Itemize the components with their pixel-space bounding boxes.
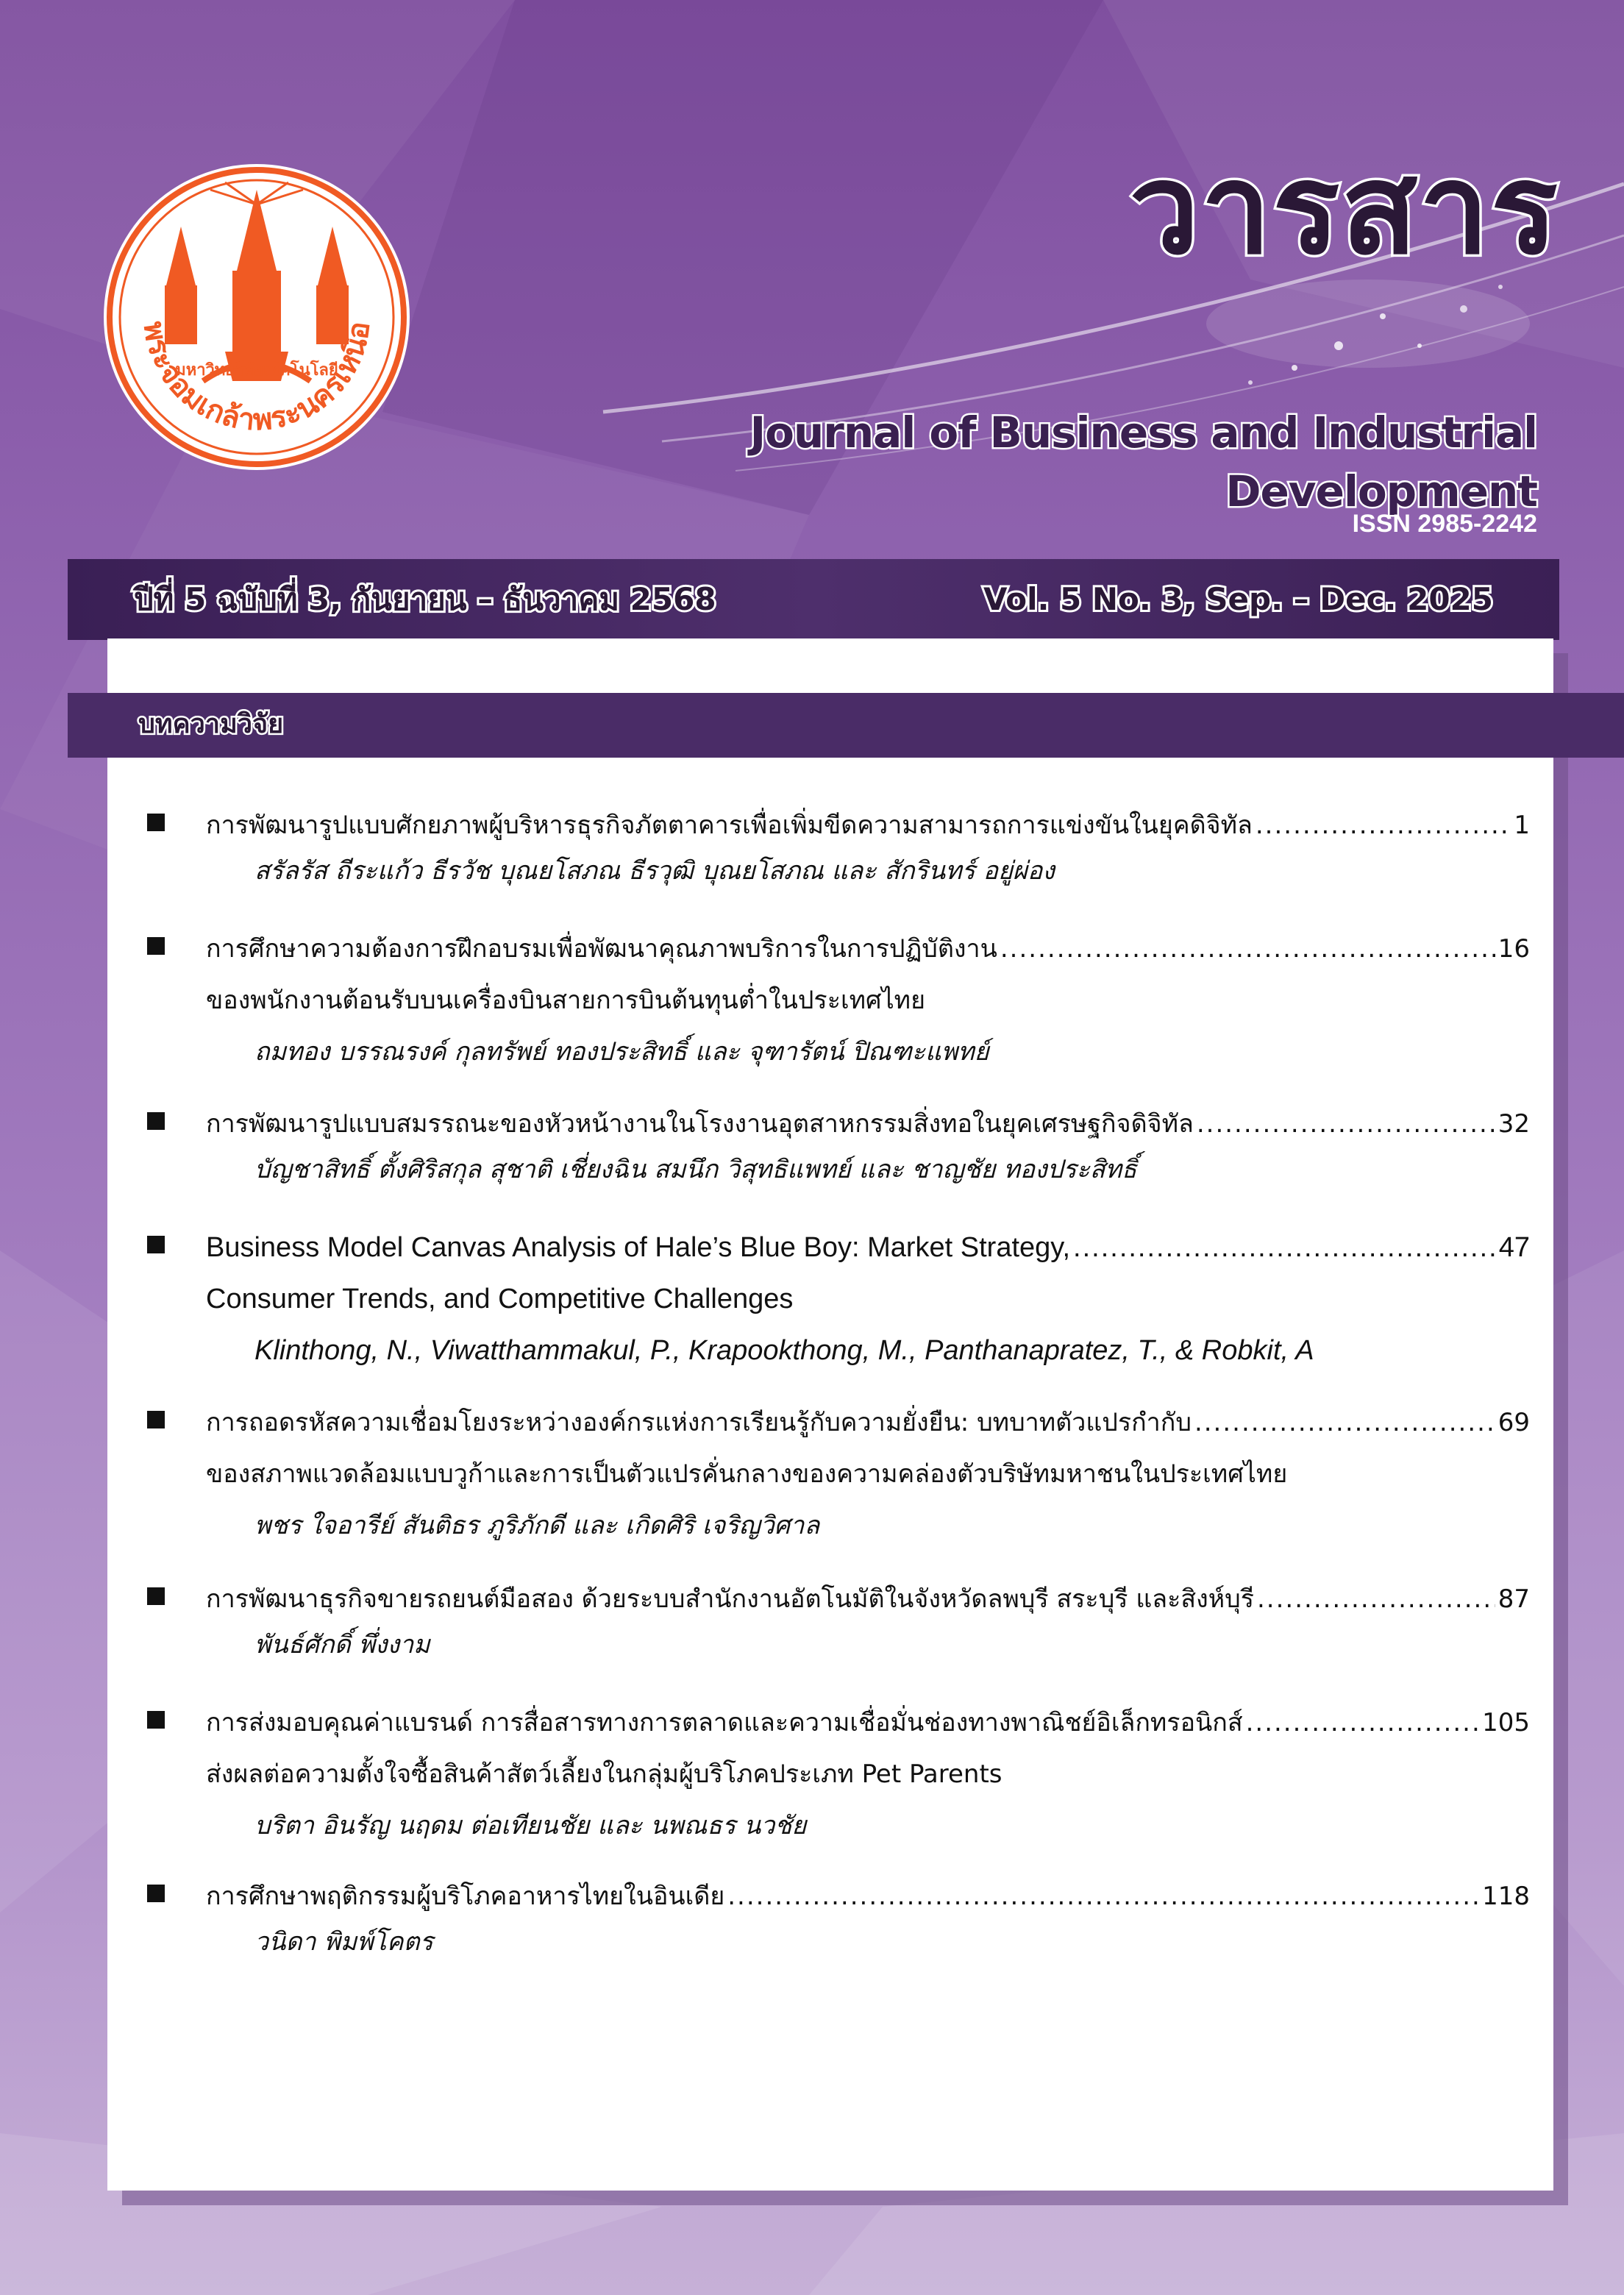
page-number: 118 — [1482, 1882, 1530, 1911]
article-title-line[interactable] — [206, 805, 1530, 846]
article-authors: บัญชาสิทธิ์ ตั้งศิริสกุล สุชาติ เชี่ยงฉิน สมนึก วิสุทธิแพทย์ และ ชาญชัย ทองประสิทธิ์ — [254, 1155, 1137, 1184]
bullet-square-icon — [147, 814, 165, 831]
section-band — [68, 693, 1624, 758]
article-title: การถอดรหัสความเชื่อมโยงระหว่างองค์กรแห่งการเรียนรู้กับความยั่งยืน: บทบาทตัวแปรกำกับ — [206, 1408, 1192, 1437]
page-number: 47 — [1498, 1232, 1530, 1263]
leader-dots — [1197, 1103, 1495, 1145]
bullet-square-icon — [147, 937, 165, 955]
article-authors: ถมทอง บรรณรงค์ กุลทรัพย์ ทองประสิทธิ์ และ จุฑารัตน์ ปิณฑะแพทย์ — [254, 1037, 989, 1067]
article-authors: วนิดา พิมพ์โคตร — [254, 1927, 433, 1957]
article-title-line[interactable] — [206, 1579, 1530, 1620]
bullet-square-icon — [147, 1885, 165, 1902]
issue-band — [68, 559, 1559, 640]
page-number: 16 — [1497, 934, 1530, 964]
article-title: การศึกษาความต้องการฝึกอบรมเพื่อพัฒนาคุณภาพบริการในการปฏิบัติงาน — [206, 934, 997, 964]
page-number: 32 — [1497, 1109, 1530, 1139]
article-title-continued: Consumer Trends, and Competitive Challenges — [206, 1284, 794, 1314]
article-title: Business Model Canvas Analysis of Hale’s Blue Boy: Market Strategy, — [206, 1232, 1071, 1263]
leader-dots — [1257, 1579, 1495, 1620]
article-authors: พันธ์ศักดิ์ พึ่งงาม — [254, 1630, 430, 1659]
page-number: 105 — [1482, 1708, 1530, 1737]
seal-bottom-text: พระจอมเกล้าพระนครเหนือ — [136, 319, 377, 438]
article-title-line[interactable] — [206, 1227, 1530, 1268]
leader-dots — [1246, 1702, 1480, 1743]
issn: ISSN 2985-2242 — [1352, 510, 1537, 538]
journal-title-english: Journal of Business and Industrial Development — [749, 408, 1537, 516]
article-title-line[interactable] — [206, 928, 1530, 969]
article-authors: Klinthong, N., Viwatthammakul, P., Krapookthong, M., Panthanapratez, T., & Robkit, A — [254, 1335, 1314, 1366]
article-title-line[interactable] — [206, 1876, 1530, 1917]
page-number: 87 — [1497, 1584, 1530, 1614]
bullet-square-icon — [147, 1711, 165, 1729]
seal-top-text: มหาวิทยาลัยเทคโนโลยี — [175, 361, 338, 380]
page-number: 69 — [1497, 1408, 1530, 1437]
bullet-square-icon — [147, 1587, 165, 1605]
article-authors: บริตา อินรัญ นฤดม ต่อเทียนชัย และ นพณธร นวชัย — [254, 1811, 807, 1840]
article-title: การส่งมอบคุณค่าแบรนด์ การสื่อสารทางการตลาดและความเชื่อมั่นช่องทางพาณิชย์อิเล็กทรอนิกส์ — [206, 1708, 1243, 1737]
article-title-line[interactable] — [206, 1702, 1530, 1743]
journal-title-thai: วารสาร — [1129, 137, 1559, 282]
article-title: การพัฒนาธุรกิจขายรถยนต์มือสอง ด้วยระบบสำนักงานอัตโนมัติในจังหวัดลพบุรี สระบุรี และสิงห์บุรี — [206, 1584, 1254, 1614]
article-authors: พชร ใจอารีย์ สันติธร ภูริภักดี และ เกิดศิริ เจริญวิศาล — [254, 1511, 820, 1540]
article-title-continued: ของพนักงานต้อนรับบนเครื่องบินสายการบินต้นทุนต่ำในประเทศไทย — [206, 986, 925, 1015]
article-title-continued: ส่งผลต่อความตั้งใจซื้อสินค้าสัตว์เลี้ยงในกลุ่มผู้บริโภคประเภท Pet Parents — [206, 1760, 1002, 1789]
leader-dots — [727, 1876, 1479, 1917]
article-title: การพัฒนารูปแบบศักยภาพผู้บริหารธุรกิจภัตตาคารเพื่อเพิ่มขีดความสามารถการแข่งขันในยุคดิจิทัล — [206, 811, 1253, 840]
issue-thai: ปีที่ 5 ฉบับที่ 3, กันยายน – ธันวาคม 2568 — [134, 581, 716, 617]
article-title-continued: ของสภาพแวดล้อมแบบวูก้าและการเป็นตัวแปรคั่นกลางของความคล่องตัวบริษัทมหาชนในประเทศไทย — [206, 1459, 1288, 1489]
leader-dots — [1000, 928, 1495, 969]
article-title: การพัฒนารูปแบบสมรรถนะของหัวหน้างานในโรงงานอุตสาหกรรมสิ่งทอในยุคเศรษฐกิจดิจิทัล — [206, 1109, 1194, 1139]
bullet-square-icon — [147, 1112, 165, 1130]
article-title: การศึกษาพฤติกรรมผู้บริโภคอาหารไทยในอินเดีย — [206, 1882, 725, 1911]
article-authors: สรัลรัส ถีระแก้ว ธีรวัช บุณยโสภณ ธีรวุฒิ บุณยโสภณ และ สักรินทร์ อยู่ผ่อง — [254, 856, 1055, 886]
university-seal-logo — [100, 160, 413, 474]
bullet-square-icon — [147, 1411, 165, 1428]
bullet-square-icon — [147, 1236, 165, 1253]
article-title-line[interactable] — [206, 1402, 1530, 1443]
leader-dots — [1194, 1402, 1495, 1443]
leader-dots — [1073, 1227, 1496, 1268]
section-heading: บทความวิจัย — [138, 709, 284, 739]
page-number: 1 — [1514, 811, 1530, 840]
leader-dots — [1256, 805, 1511, 846]
issue-english: Vol. 5 No. 3, Sep. – Dec. 2025 — [983, 581, 1493, 617]
article-title-line[interactable] — [206, 1103, 1530, 1145]
